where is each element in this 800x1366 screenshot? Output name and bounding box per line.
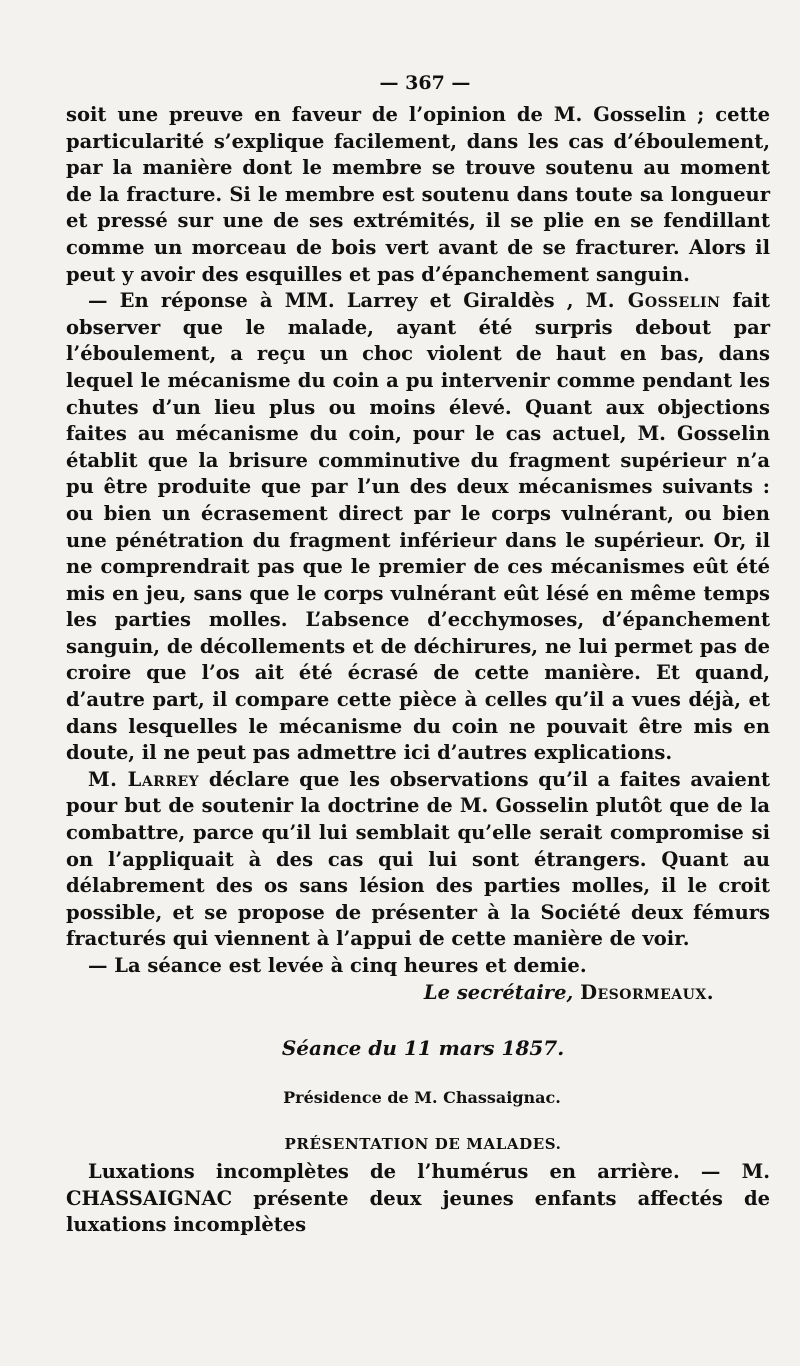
signature-name: Desormeaux. — [580, 980, 714, 1004]
speaker-chassaignac: M. CHASSAIGNAC — [66, 1160, 770, 1210]
paragraph-luxations — [66, 1159, 770, 1239]
seance-title: Séance du 11 mars 1857. — [281, 1036, 565, 1061]
presidence-line: Présidence de M. Chassaignac. — [283, 1088, 561, 1108]
speaker-larrey: M. Larrey — [88, 767, 200, 791]
larrey-body: déclare que les observations qu’il a faites avaient pour but de soutenir la doctrine de M. Gosselin plutôt que de la combattre, parce qu’il lui semblait qu’elle serait compromise si on l’appliquait à des cas qui lui sont étrangers. Quant au délabrement des os sans lésion des parties molles, il le croit possible, et se propose de présenter à la Société deux fémurs fracturés qui viennent à l’appui de cette manière de voir. — [66, 767, 770, 951]
luxations-title: Luxations incomplètes de l’humérus en arrière. — [88, 1160, 680, 1184]
luxations-dash: — — [679, 1160, 742, 1184]
page-number: — 367 — — [379, 72, 471, 94]
speaker-gosselin: M. Gosselin — [585, 289, 721, 313]
paragraph-closing: — La séance est levée à cinq heures et demie. — [88, 954, 587, 977]
signature-role: Le secrétaire, — [423, 980, 574, 1004]
signature — [66, 980, 770, 1007]
reply-lead: — En réponse à MM. Larrey et Giraldès , — [88, 289, 586, 313]
section-heading: PRÉSENTATION DE MALADES. — [284, 1135, 562, 1154]
paragraph-continuation: soit une preuve en faveur de l’opinion de M. Gosselin ; cette particularité s’explique facilement, dans les cas d’éboulement, par la manière dont le membre se trouve soutenu au moment de la fracture. Si le membre est soutenu dans toute sa longueur et pressé sur une de ses extrémités, il se plie en se fendillant comme un morceau de bois vert avant de se fracturer. Alors il peut y avoir des esquilles et pas d’épanchement sanguin. — [66, 103, 770, 286]
reply-body: fait observer que le malade, ayant été surpris debout par l’éboulement, a reçu un choc violent de haut en bas, dans lequel le mécanisme du coin a pu intervenir comme pendant les chutes d’un lieu plus ou moins élevé. Quant aux objections faites au mécanisme du coin, pour le cas actuel, M. Gosselin établit que la brisure comminutive du fragment supérieur n’a pu être produite que par l’un des deux mécanismes suivants : ou bien un écrasement direct par le corps vulnérant, ou bien une pénétration du fragment inférieur dans le supérieur. Or, il ne comprendrait pas que le premier de ces mécanismes eût été mis en jeu, sans que le corps vulnérant eût lésé en même temps les parties molles. L’absence d’ecchymoses, d’épanchement sanguin, de décollements et de déchirures, ne lui permet pas de croire que l’os ait été écrasé de cette manière. Et quand, d’autre part, il compare cette pièce à celles qu’il a vues déjà, et dans lesquelles le mécanisme du coin ne pouvait être mis en doute, il ne peut pas admettre ici d’autres explications. — [66, 289, 770, 765]
luxations-body: présente deux jeunes enfants affectés de luxations incomplètes — [66, 1186, 770, 1237]
paragraph-gosselin-reply — [66, 288, 770, 767]
paragraph-larrey — [66, 767, 770, 953]
